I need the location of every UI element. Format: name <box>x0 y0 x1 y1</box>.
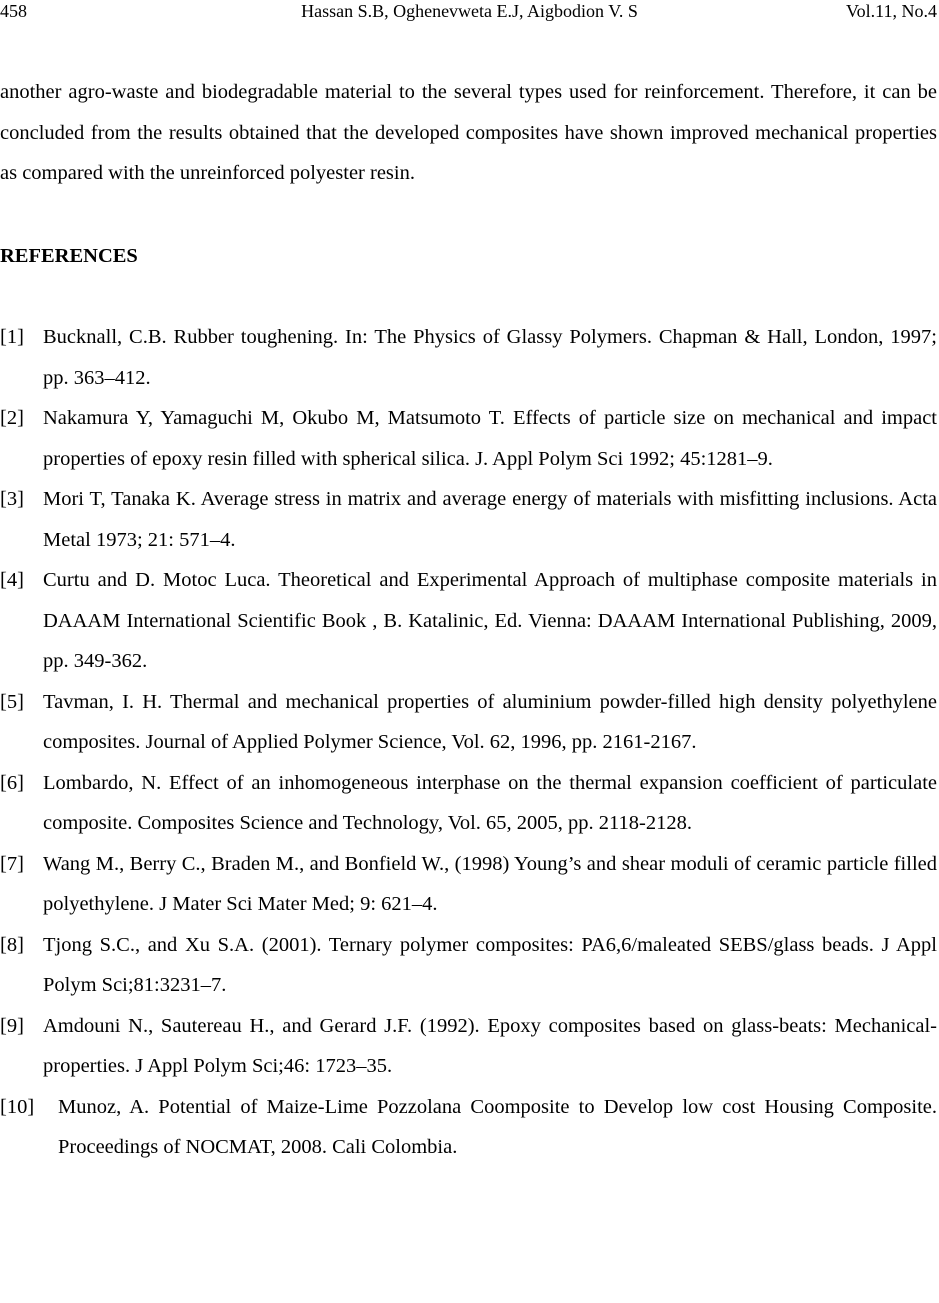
reference-text: Amdouni N., Sautereau H., and Gerard J.F. (1992). Epoxy composites based on glass-beats: Mechanical-properties. J Appl Polym Sci;46: 1723–35. <box>43 1014 937 1077</box>
reference-text: Bucknall, C.B. Rubber toughening. In: The Physics of Glassy Polymers. Chapman & Hall, London, 1997; pp. 363–412. <box>43 326 937 389</box>
reference-label: [5] <box>0 690 24 713</box>
header-page-number: 458 <box>0 1 27 21</box>
reference-label: [6] <box>0 771 24 794</box>
reference-label: [3] <box>0 488 24 510</box>
reference-text: Curtu and D. Motoc Luca. Theoretical and Experimental Approach of multiphase composite materials in DAAAM International Scientific Book , B. Katalinic, Ed. Vienna: DAAAM International Publishing, 2009, pp. 349-362. <box>43 569 937 672</box>
running-header <box>0 0 939 30</box>
reference-item <box>0 763 937 844</box>
reference-label: [4] <box>0 569 24 591</box>
reference-item <box>0 925 937 1006</box>
reference-text: Lombardo, N. Effect of an inhomogeneous interphase on the thermal expansion coefficient of particulate composite. Composites Science and Technology, Vol. 65, 2005, pp. 2118-2128. <box>43 771 937 834</box>
reference-label: [10] <box>0 1095 35 1118</box>
reference-item <box>0 398 937 479</box>
reference-text: Munoz, A. Potential of Maize-Lime Pozzolana Coomposite to Develop low cost Housing Composite. Proceedings of NOCMAT, 2008. Cali Colombia. <box>58 1095 937 1158</box>
reference-text: Nakamura Y, Yamaguchi M, Okubo M, Matsumoto T. Effects of particle size on mechanical and impact properties of epoxy resin filled with spherical silica. J. Appl Polym Sci 1992; 45:1281–9. <box>43 407 937 470</box>
reference-item <box>0 479 937 560</box>
conclusion-paragraph: another agro-waste and biodegradable material to the several types used for reinforcement. Therefore, it can be concluded from the results obtained that the developed composites have shown improved mechanical properties as compared with the unreinforced polyester resin. <box>0 81 937 184</box>
header-volume: Vol.11, No.4 <box>845 1 937 21</box>
reference-text: Tjong S.C., and Xu S.A. (2001). Ternary polymer composites: PA6,6/maleated SEBS/glass beads. J Appl Polym Sci;81:3231–7. <box>43 933 937 996</box>
reference-label: [8] <box>0 933 24 956</box>
reference-item <box>0 560 937 682</box>
reference-label: [9] <box>0 1014 24 1037</box>
reference-list <box>0 317 937 1168</box>
header-authors: Hassan S.B, Oghenevweta E.J, Aigbodion V. S <box>301 1 638 21</box>
reference-label: [7] <box>0 852 24 875</box>
reference-item <box>0 682 937 763</box>
reference-label: [2] <box>0 407 24 429</box>
reference-text: Mori T, Tanaka K. Average stress in matrix and average energy of materials with misfitting inclusions. Acta Metal 1973; 21: 571–4. <box>43 488 937 551</box>
reference-item <box>0 317 937 398</box>
page-content <box>0 72 937 1168</box>
reference-item <box>0 1087 937 1168</box>
reference-label: [1] <box>0 326 24 348</box>
reference-item <box>0 844 937 925</box>
reference-text: Tavman, I. H. Thermal and mechanical properties of aluminium powder-filled high density polyethylene composites. Journal of Applied Polymer Science, Vol. 62, 1996, pp. 2161-2167. <box>43 690 937 753</box>
reference-text: Wang M., Berry C., Braden M., and Bonfield W., (1998) Young’s and shear moduli of ceramic particle filled polyethylene. J Mater Sci Mater Med; 9: 621–4. <box>43 852 937 915</box>
reference-item <box>0 1006 937 1087</box>
references-heading: REFERENCES <box>0 244 138 267</box>
